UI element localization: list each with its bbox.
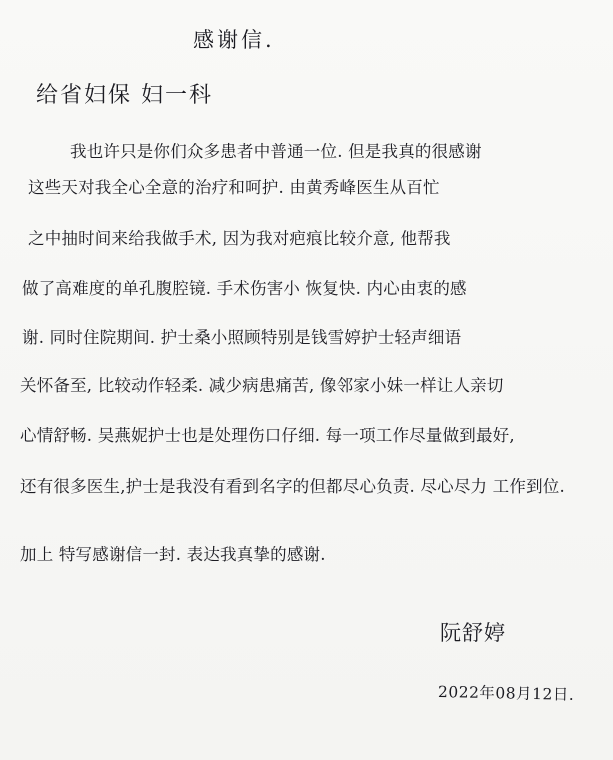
letter-body-line: 还有很多医生,护士是我没有看到名字的但都尽心负责. 尽心尽力 工作到位. xyxy=(20,477,565,496)
letter-body-line: 我也许只是你们众多患者中普通一位. 但是我真的很感谢 xyxy=(70,142,482,161)
letter-body-line: 做了高难度的单孔腹腔镜. 手术伤害小 恢复快. 内心由衷的感 xyxy=(22,279,467,298)
letter-body-line: 之中抽时间来给我做手术, 因为我对疤痕比较介意, 他帮我 xyxy=(28,229,451,248)
letter-body-line: 谢. 同时住院期间. 护士桑小照顾特别是钱雪婷护士轻声细语 xyxy=(22,328,462,347)
letter-date: 2022年08月12日. xyxy=(437,683,575,704)
letter-signature: 阮舒婷 xyxy=(440,621,506,645)
letter-title: 感谢信. xyxy=(193,28,275,52)
letter-body-line: 关怀备至, 比较动作轻柔. 减少病患痛苦, 像邻家小妹一样让人亲切 xyxy=(20,376,504,395)
letter-body-line: 这些天对我全心全意的治疗和呵护. 由黄秀峰医生从百忙 xyxy=(28,178,440,197)
letter-body-line: 心情舒畅. 吴燕妮护士也是处理伤口仔细. 每一项工作尽量做到最好, xyxy=(20,426,515,445)
letter-salutation: 给省妇保 妇一科 xyxy=(36,83,213,108)
letter-closing-line: 加上 特写感谢信一封. 表达我真挚的感谢. xyxy=(20,545,326,564)
